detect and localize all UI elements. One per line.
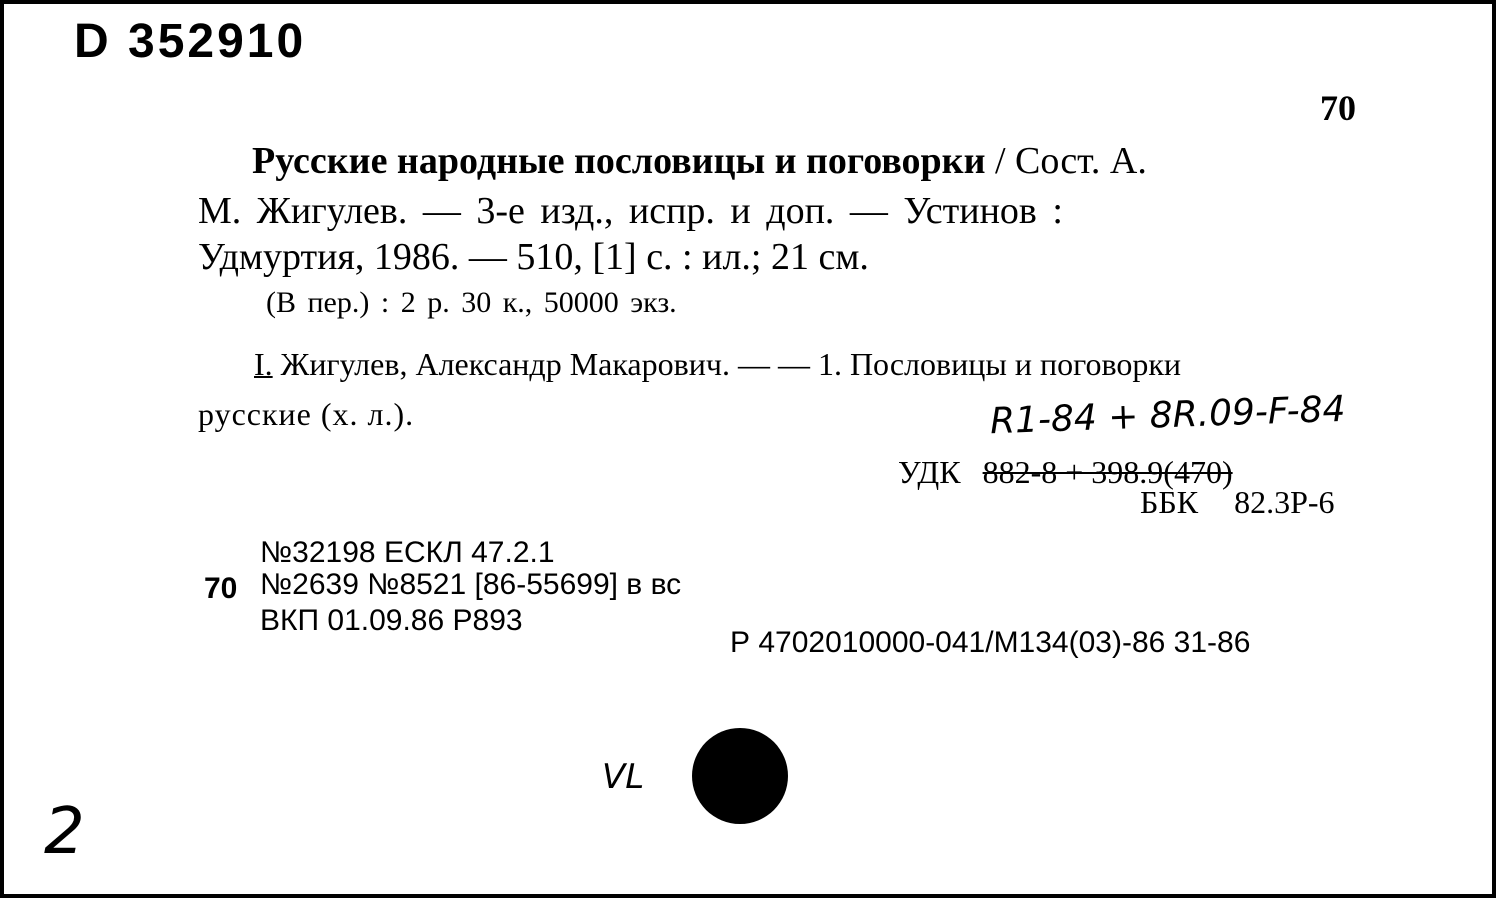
udk-value: 882-8 + 398.9(470) (982, 454, 1233, 490)
description-line-3: Удмуртия, 1986. — 510, [1] с. : ил.; 21 см. (198, 236, 869, 278)
price-line: (В пер.) : 2 р. 30 к., 50000 экз. (266, 286, 677, 319)
codes-line-3: ВКП 01.09.86 Р893 (260, 604, 523, 637)
class-number: 70 (1320, 88, 1356, 128)
bbk-value: 82.3Р-6 (1234, 484, 1335, 520)
codes-line-2: №2639 №8521 [86-55699] в вс (260, 568, 682, 601)
tracing-line-1 (254, 348, 1181, 380)
udk-label: УДК (898, 454, 961, 490)
handwritten-initials: VL (602, 757, 645, 797)
publisher-code: Р 4702010000-041/М134(03)-86 31-86 (730, 626, 1251, 659)
book-title: Русские народные пословицы и поговорки (252, 140, 986, 182)
inventory-number: D 352910 (74, 15, 307, 68)
bbk-label: ББК (1140, 484, 1199, 520)
codes-line-2-prefix: 70 (204, 572, 238, 605)
title-rest: / Сост. А. (994, 140, 1147, 182)
title-line (252, 142, 1147, 180)
description-line-2: М. Жигулев. — 3-е изд., испр. и доп. — Устинов : (198, 190, 1063, 232)
tracing-text: Жигулев, Александр Макарович. — — 1. Пословицы и поговорки (280, 346, 1182, 382)
tracing-number: I. (254, 346, 273, 382)
hole-punch (692, 728, 788, 824)
codes-line-1: №32198 ЕСКЛ 47.2.1 (260, 536, 555, 569)
handwritten-bbk: R1-84 + 8R.09-F-84 (989, 388, 1347, 443)
bbk-line (1140, 486, 1335, 518)
handwritten-number: 2 (44, 795, 85, 869)
tracing-line-2: русские (х. л.). (198, 396, 415, 432)
